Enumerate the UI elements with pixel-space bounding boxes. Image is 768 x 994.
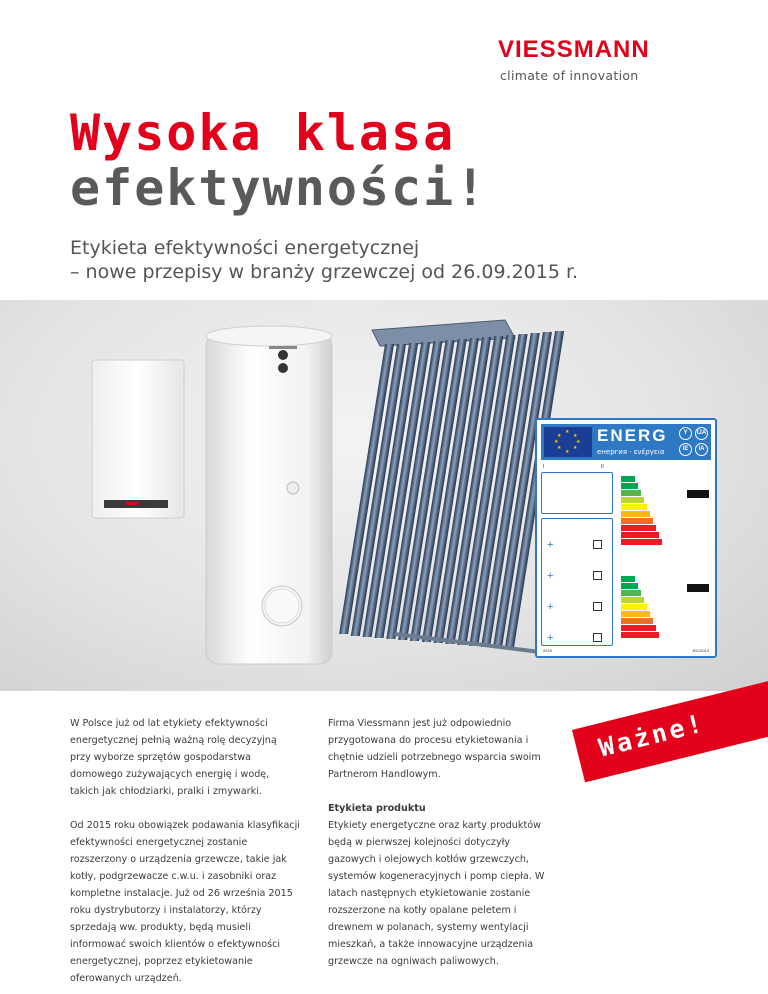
energy-label-header xyxy=(541,424,711,460)
headline-line-1: Wysoka klasa xyxy=(70,104,456,162)
solar-collector xyxy=(337,320,564,652)
energy-label-product-box xyxy=(541,472,613,514)
storage-tank xyxy=(206,326,332,664)
text-column-1 xyxy=(70,715,300,994)
important-banner-text: Ważne! xyxy=(595,708,708,763)
product-photo xyxy=(0,300,768,691)
paragraph-1: W Polsce już od lat etykiety efektywności energetycznej pełnią ważną rolę decyzyjną przy wyborze sprzętów gospodarstwa domowego zużywających energię i wodę, takich jak chłodziarki, pralki i zmywarki. xyxy=(70,718,277,797)
energy-label-checkbox-2 xyxy=(593,571,602,580)
energy-label-footer-left: 2015 xyxy=(543,648,552,653)
energy-label-footer-right: 811/2013 xyxy=(692,648,709,653)
energy-label-checkbox-4 xyxy=(593,633,602,642)
energy-label-scale-2 xyxy=(621,576,663,639)
paragraph-3: Firma Viessmann jest już odpowiednio przygotowana do procesu etykietowania i chętnie udzieli potrzebnego wsparcia swoim Partnerom Handlowym. xyxy=(328,718,541,780)
brand-tagline: climate of innovation xyxy=(500,68,639,83)
paragraph-2: Od 2015 roku obowiązek podawania klasyfikacji efektywności energetycznej zostanie rozszerzony o urządzenia grzewcze, takie jak kotły, podgrzewacze c.w.u. i zasobniki oraz kompletne instalacje. Już od 26 września 2015 roku dystrybutorzy i instalatorzy, którzy sprzedają ww. produkty, będą musieli informować swoich klientów o efektywności energetycznej, poprzez etykietowanie oferowanych urządzeń. xyxy=(70,820,300,984)
subtitle-line-1: Etykieta efektywności energetycznej xyxy=(70,237,420,259)
energy-label-circle-2: IJA xyxy=(695,427,708,440)
text-column-2 xyxy=(328,715,558,987)
eu-flag-icon: ★ ★ ★ ★ ★ ★ ★ ★ xyxy=(544,427,592,457)
energy-label-plus-icons: + + + + xyxy=(547,539,554,644)
headline xyxy=(70,106,487,216)
subtitle-line-2: – nowe przepisy w branży grzewczej od 26.09.2015 r. xyxy=(70,261,579,283)
energy-label-circle-3: IE xyxy=(679,443,692,456)
energy-label-checkbox-1 xyxy=(593,540,602,549)
energy-label-class-arrow-2 xyxy=(687,584,709,592)
wall-boiler xyxy=(92,360,184,518)
subtitle xyxy=(70,236,578,284)
energy-label-roman-2: II xyxy=(601,464,604,470)
energy-label-circle-1: Y xyxy=(679,427,692,440)
energy-label-subtitle: енергия · ενέργεια xyxy=(597,448,665,456)
energy-label-scale-1 xyxy=(621,476,663,546)
section-heading: Etykieta produktu xyxy=(328,803,426,814)
energy-label-circle-4: IA xyxy=(695,443,708,456)
energy-label-checkbox-3 xyxy=(593,602,602,611)
headline-line-2: efektywności! xyxy=(70,159,488,217)
energy-label-title: ENERG xyxy=(597,426,668,445)
energy-label xyxy=(535,418,717,658)
brand-logo xyxy=(498,38,678,83)
paragraph-4: Etykiety energetyczne oraz karty produktów będą w pierwszej kolejności dotyczyły gazowych i olejowych kotłów grzewczych, systemów kogeneracyjnych i pomp ciepła. W latach następnych etykietowanie zostanie rozszerzone na kotły opalane peletem i drewnem w polanach, systemy wentylacji mieszkań, a także innowacyjne urządzenia grzewcze na ogniwach paliwowych. xyxy=(328,820,545,967)
energy-label-class-arrow-1 xyxy=(687,490,709,498)
brand-name: VIESSMANN xyxy=(498,36,650,63)
energy-label-roman-1: I xyxy=(543,464,545,470)
